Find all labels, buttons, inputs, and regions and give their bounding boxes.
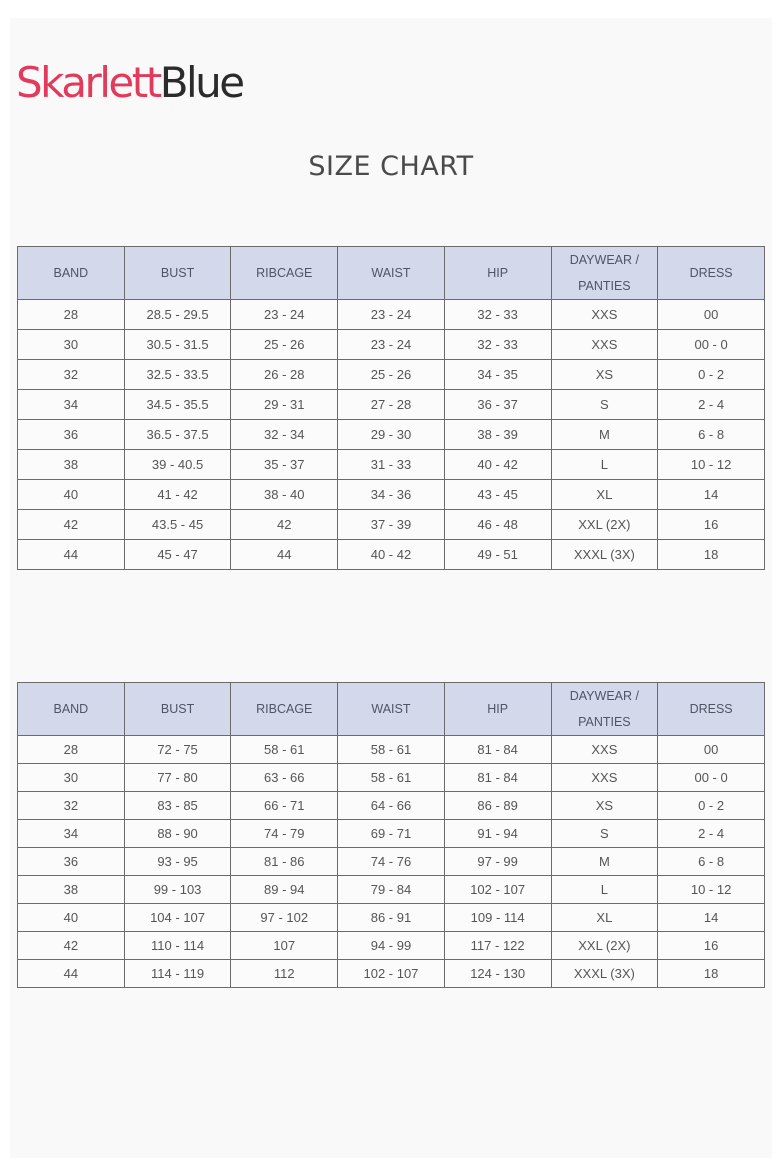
cell-waist: 23 - 24 xyxy=(338,300,445,330)
column-header-waist: WAIST xyxy=(338,247,445,300)
cell-daywear-panties: L xyxy=(551,450,658,480)
brand-logo-part1: Skarlett xyxy=(16,58,160,107)
cell-ribcage: 66 - 71 xyxy=(231,792,338,820)
cell-daywear-panties: M xyxy=(551,848,658,876)
cell-daywear-panties: XXS xyxy=(551,300,658,330)
cell-waist: 25 - 26 xyxy=(338,360,445,390)
cell-daywear-panties: XL xyxy=(551,904,658,932)
cell-ribcage: 58 - 61 xyxy=(231,736,338,764)
cell-dress: 18 xyxy=(658,960,765,988)
column-header-daywear-panties xyxy=(551,683,658,736)
cell-band: 30 xyxy=(18,330,125,360)
cell-hip: 86 - 89 xyxy=(444,792,551,820)
table-row xyxy=(18,510,765,540)
table-row xyxy=(18,330,765,360)
cell-hip: 97 - 99 xyxy=(444,848,551,876)
cell-daywear-panties: XXXL (3X) xyxy=(551,540,658,570)
table-row xyxy=(18,300,765,330)
cell-waist: 29 - 30 xyxy=(338,420,445,450)
column-header-ribcage: RIBCAGE xyxy=(231,683,338,736)
cell-bust: 72 - 75 xyxy=(124,736,231,764)
cell-bust: 88 - 90 xyxy=(124,820,231,848)
cell-bust: 30.5 - 31.5 xyxy=(124,330,231,360)
cell-waist: 34 - 36 xyxy=(338,480,445,510)
cell-band: 44 xyxy=(18,960,125,988)
column-header-daywear-line1: DAYWEAR / xyxy=(569,689,639,703)
cell-ribcage: 29 - 31 xyxy=(231,390,338,420)
table-row xyxy=(18,420,765,450)
cell-bust: 99 - 103 xyxy=(124,876,231,904)
table-row xyxy=(18,450,765,480)
cell-dress: 00 xyxy=(658,736,765,764)
cell-waist: 37 - 39 xyxy=(338,510,445,540)
cell-band: 40 xyxy=(18,480,125,510)
cell-daywear-panties: XXL (2X) xyxy=(551,932,658,960)
cell-hip: 117 - 122 xyxy=(444,932,551,960)
table-row xyxy=(18,820,765,848)
cell-band: 30 xyxy=(18,764,125,792)
cell-hip: 124 - 130 xyxy=(444,960,551,988)
cell-bust: 36.5 - 37.5 xyxy=(124,420,231,450)
column-header-daywear-line1: DAYWEAR / xyxy=(569,253,639,267)
cell-daywear-panties: XL xyxy=(551,480,658,510)
table-row xyxy=(18,904,765,932)
cell-waist: 102 - 107 xyxy=(338,960,445,988)
table-row xyxy=(18,848,765,876)
column-header-ribcage: RIBCAGE xyxy=(231,247,338,300)
cell-ribcage: 44 xyxy=(231,540,338,570)
size-table-cm xyxy=(17,682,765,988)
cell-waist: 58 - 61 xyxy=(338,736,445,764)
cell-band: 42 xyxy=(18,932,125,960)
cell-ribcage: 89 - 94 xyxy=(231,876,338,904)
cell-waist: 79 - 84 xyxy=(338,876,445,904)
cell-ribcage: 32 - 34 xyxy=(231,420,338,450)
cell-bust: 104 - 107 xyxy=(124,904,231,932)
cell-daywear-panties: M xyxy=(551,420,658,450)
cell-bust: 83 - 85 xyxy=(124,792,231,820)
column-header-dress: DRESS xyxy=(658,247,765,300)
cell-hip: 81 - 84 xyxy=(444,736,551,764)
size-table-inches xyxy=(17,246,765,570)
cell-band: 28 xyxy=(18,736,125,764)
cell-hip: 49 - 51 xyxy=(444,540,551,570)
cell-hip: 36 - 37 xyxy=(444,390,551,420)
cell-daywear-panties: L xyxy=(551,876,658,904)
column-header-bust: BUST xyxy=(124,683,231,736)
cell-band: 36 xyxy=(18,420,125,450)
cell-ribcage: 81 - 86 xyxy=(231,848,338,876)
cell-dress: 16 xyxy=(658,932,765,960)
column-header-daywear-line2: PANTIES xyxy=(578,279,631,293)
cell-bust: 77 - 80 xyxy=(124,764,231,792)
cell-daywear-panties: XXS xyxy=(551,736,658,764)
cell-dress: 14 xyxy=(658,904,765,932)
cell-band: 38 xyxy=(18,450,125,480)
cell-bust: 43.5 - 45 xyxy=(124,510,231,540)
cell-ribcage: 25 - 26 xyxy=(231,330,338,360)
column-header-daywear-line2: PANTIES xyxy=(578,715,631,729)
cell-dress: 00 xyxy=(658,300,765,330)
cell-bust: 41 - 42 xyxy=(124,480,231,510)
cell-ribcage: 42 xyxy=(231,510,338,540)
cell-waist: 27 - 28 xyxy=(338,390,445,420)
cell-dress: 00 - 0 xyxy=(658,764,765,792)
cell-daywear-panties: XXL (2X) xyxy=(551,510,658,540)
cell-band: 34 xyxy=(18,390,125,420)
cell-ribcage: 63 - 66 xyxy=(231,764,338,792)
table-header-row xyxy=(18,247,765,300)
cell-hip: 109 - 114 xyxy=(444,904,551,932)
cell-hip: 81 - 84 xyxy=(444,764,551,792)
column-header-hip: HIP xyxy=(444,683,551,736)
cell-dress: 0 - 2 xyxy=(658,792,765,820)
cell-waist: 69 - 71 xyxy=(338,820,445,848)
cell-hip: 46 - 48 xyxy=(444,510,551,540)
table-row xyxy=(18,960,765,988)
cell-waist: 86 - 91 xyxy=(338,904,445,932)
cell-dress: 10 - 12 xyxy=(658,876,765,904)
cell-bust: 28.5 - 29.5 xyxy=(124,300,231,330)
cell-dress: 2 - 4 xyxy=(658,820,765,848)
table-row xyxy=(18,360,765,390)
cell-hip: 91 - 94 xyxy=(444,820,551,848)
cell-daywear-panties: S xyxy=(551,390,658,420)
cell-band: 38 xyxy=(18,876,125,904)
cell-band: 36 xyxy=(18,848,125,876)
brand-logo-part2: Blue xyxy=(159,58,243,107)
table-row xyxy=(18,390,765,420)
cell-hip: 43 - 45 xyxy=(444,480,551,510)
cell-waist: 31 - 33 xyxy=(338,450,445,480)
table-row xyxy=(18,540,765,570)
page xyxy=(10,18,772,1158)
cell-bust: 39 - 40.5 xyxy=(124,450,231,480)
column-header-waist: WAIST xyxy=(338,683,445,736)
cell-waist: 94 - 99 xyxy=(338,932,445,960)
cell-ribcage: 112 xyxy=(231,960,338,988)
cell-dress: 00 - 0 xyxy=(658,330,765,360)
cell-hip: 38 - 39 xyxy=(444,420,551,450)
cell-daywear-panties: XS xyxy=(551,360,658,390)
cell-band: 42 xyxy=(18,510,125,540)
cell-dress: 14 xyxy=(658,480,765,510)
cell-waist: 74 - 76 xyxy=(338,848,445,876)
column-header-bust: BUST xyxy=(124,247,231,300)
table-row xyxy=(18,876,765,904)
table-body xyxy=(18,300,765,570)
cell-daywear-panties: S xyxy=(551,820,658,848)
table-body xyxy=(18,736,765,988)
cell-ribcage: 107 xyxy=(231,932,338,960)
cell-daywear-panties: XXXL (3X) xyxy=(551,960,658,988)
column-header-band: BAND xyxy=(18,247,125,300)
cell-hip: 34 - 35 xyxy=(444,360,551,390)
cell-waist: 58 - 61 xyxy=(338,764,445,792)
cell-ribcage: 97 - 102 xyxy=(231,904,338,932)
cell-dress: 10 - 12 xyxy=(658,450,765,480)
cell-waist: 40 - 42 xyxy=(338,540,445,570)
column-header-daywear-panties xyxy=(551,247,658,300)
table-header-row xyxy=(18,683,765,736)
cell-bust: 114 - 119 xyxy=(124,960,231,988)
cell-hip: 32 - 33 xyxy=(444,300,551,330)
cell-dress: 16 xyxy=(658,510,765,540)
cell-hip: 40 - 42 xyxy=(444,450,551,480)
cell-waist: 64 - 66 xyxy=(338,792,445,820)
cell-dress: 18 xyxy=(658,540,765,570)
cell-band: 40 xyxy=(18,904,125,932)
cell-ribcage: 35 - 37 xyxy=(231,450,338,480)
cell-ribcage: 74 - 79 xyxy=(231,820,338,848)
cell-daywear-panties: XS xyxy=(551,792,658,820)
cell-ribcage: 23 - 24 xyxy=(231,300,338,330)
table-row xyxy=(18,764,765,792)
column-header-hip: HIP xyxy=(444,247,551,300)
cell-ribcage: 26 - 28 xyxy=(231,360,338,390)
cell-bust: 93 - 95 xyxy=(124,848,231,876)
table-row xyxy=(18,480,765,510)
cell-dress: 6 - 8 xyxy=(658,848,765,876)
cell-band: 32 xyxy=(18,792,125,820)
cell-band: 34 xyxy=(18,820,125,848)
cell-band: 32 xyxy=(18,360,125,390)
table-row xyxy=(18,736,765,764)
cell-dress: 6 - 8 xyxy=(658,420,765,450)
cell-bust: 45 - 47 xyxy=(124,540,231,570)
cell-band: 44 xyxy=(18,540,125,570)
cell-daywear-panties: XXS xyxy=(551,764,658,792)
cell-bust: 110 - 114 xyxy=(124,932,231,960)
cell-dress: 2 - 4 xyxy=(658,390,765,420)
cell-ribcage: 38 - 40 xyxy=(231,480,338,510)
cell-daywear-panties: XXS xyxy=(551,330,658,360)
cell-band: 28 xyxy=(18,300,125,330)
cell-hip: 102 - 107 xyxy=(444,876,551,904)
page-title: SIZE CHART xyxy=(308,151,474,182)
cell-waist: 23 - 24 xyxy=(338,330,445,360)
cell-hip: 32 - 33 xyxy=(444,330,551,360)
cell-dress: 0 - 2 xyxy=(658,360,765,390)
column-header-dress: DRESS xyxy=(658,683,765,736)
brand-logo xyxy=(16,58,243,107)
table-row xyxy=(18,932,765,960)
table-row xyxy=(18,792,765,820)
column-header-band: BAND xyxy=(18,683,125,736)
cell-bust: 32.5 - 33.5 xyxy=(124,360,231,390)
cell-bust: 34.5 - 35.5 xyxy=(124,390,231,420)
